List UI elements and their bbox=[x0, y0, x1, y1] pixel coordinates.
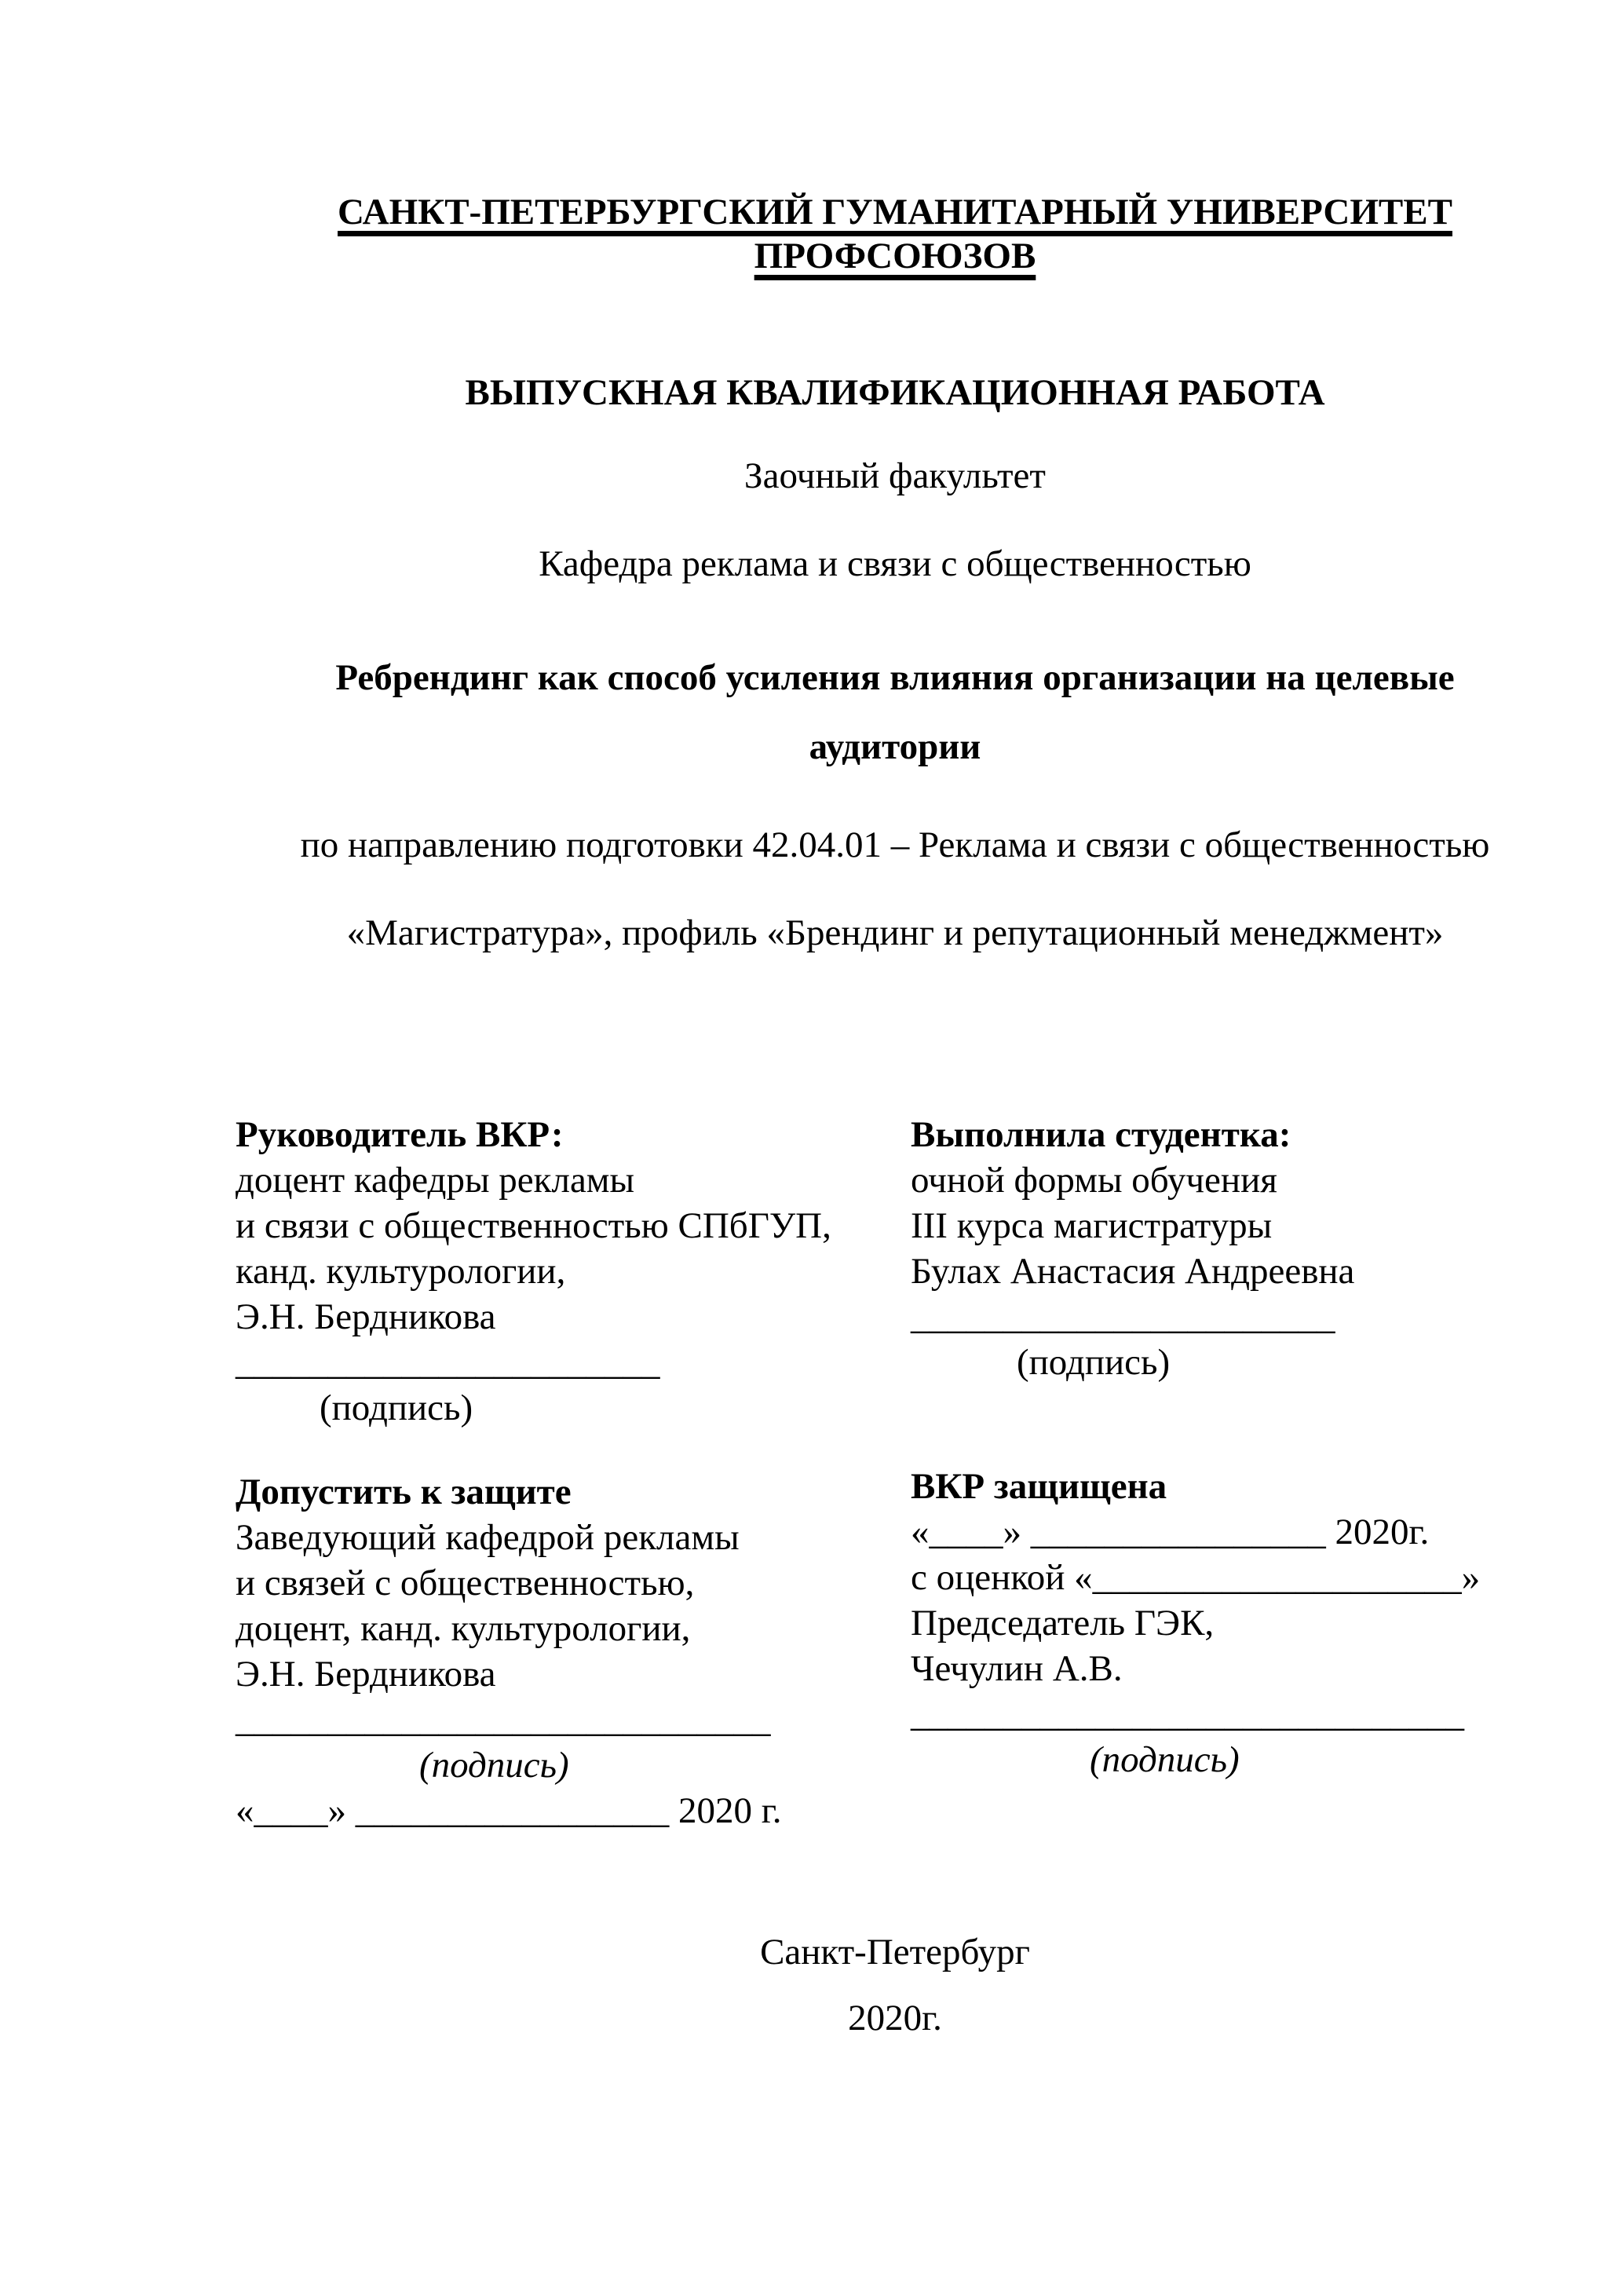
faculty-line: Заочный факультет bbox=[744, 455, 1046, 496]
defense-heading: ВКР защищена bbox=[911, 1466, 1167, 1507]
thesis-title bbox=[232, 643, 1558, 781]
student-line: очной формы обучения bbox=[911, 1160, 1277, 1201]
program-line: по направлению подготовки 42.04.01 – Реклама и связи с общественностью bbox=[300, 824, 1490, 865]
thesis-title-line2: аудитории bbox=[809, 726, 981, 767]
supervisor-line: Э.Н. Бердникова bbox=[236, 1296, 496, 1337]
admission-heading: Допустить к защите bbox=[236, 1472, 572, 1512]
admission-line: доцент, канд. культурологии, bbox=[236, 1608, 691, 1649]
admission-date-line: «____» _________________ 2020 г. bbox=[236, 1790, 782, 1831]
defense-date-line: «____» ________________ 2020г. bbox=[911, 1512, 1430, 1552]
supervisor-signature-caption: (подпись) bbox=[320, 1387, 473, 1428]
student-heading: Выполнила студентка: bbox=[911, 1114, 1291, 1155]
defense-grade-line: с оценкой «____________________» bbox=[911, 1557, 1481, 1598]
student-block bbox=[911, 1112, 1586, 1385]
defense-block bbox=[911, 1464, 1586, 1782]
defense-line: Чечулин А.В. bbox=[911, 1648, 1123, 1689]
student-signature-line: _______________________ bbox=[911, 1296, 1335, 1337]
defense-signature-caption: (подпись) bbox=[1090, 1739, 1240, 1780]
student-line: III курса магистратуры bbox=[911, 1205, 1273, 1246]
university-name bbox=[232, 190, 1558, 278]
admission-line: и связей с общественностью, bbox=[236, 1563, 695, 1603]
university-name-line2: ПРОФСОЮЗОВ bbox=[754, 236, 1036, 276]
admission-line: Заведующий кафедрой рекламы bbox=[236, 1517, 740, 1558]
supervisor-signature-line: _______________________ bbox=[236, 1342, 660, 1383]
work-type-heading: ВЫПУСКНАЯ КВАЛИФИКАЦИОННАЯ РАБОТА bbox=[465, 372, 1325, 413]
student-signature-caption: (подпись) bbox=[1017, 1342, 1171, 1383]
year-line: 2020г. bbox=[848, 1998, 942, 2038]
department-line: Кафедра реклама и связи с общественностью bbox=[539, 543, 1251, 584]
supervisor-line: канд. культурологии, bbox=[236, 1251, 566, 1292]
supervisor-heading: Руководитель ВКР: bbox=[236, 1114, 564, 1155]
university-name-line1: САНКТ-ПЕТЕРБУРГСКИЙ ГУМАНИТАРНЫЙ УНИВЕРСИТЕТ bbox=[338, 192, 1452, 232]
admission-signature-caption: (подпись) bbox=[419, 1745, 569, 1786]
admission-signature-line: _____________________________ bbox=[236, 1699, 771, 1740]
student-line: Булах Анастасия Андреевна bbox=[911, 1251, 1355, 1292]
supervisor-line: доцент кафедры рекламы bbox=[236, 1160, 635, 1201]
city-line: Санкт-Петербург bbox=[760, 1932, 1030, 1972]
supervisor-line: и связи с общественностью СПбГУП, bbox=[236, 1205, 831, 1246]
defense-line: Председатель ГЭК, bbox=[911, 1603, 1215, 1643]
admission-block bbox=[236, 1469, 911, 1834]
defense-signature-line: ______________________________ bbox=[911, 1694, 1464, 1735]
supervisor-block bbox=[236, 1112, 911, 1431]
profile-line: «Магистратура», профиль «Брендинг и репутационный менеджмент» bbox=[346, 912, 1444, 953]
thesis-title-line1: Ребрендинг как способ усиления влияния организации на целевые bbox=[335, 657, 1455, 698]
admission-line: Э.Н. Бердникова bbox=[236, 1654, 496, 1695]
